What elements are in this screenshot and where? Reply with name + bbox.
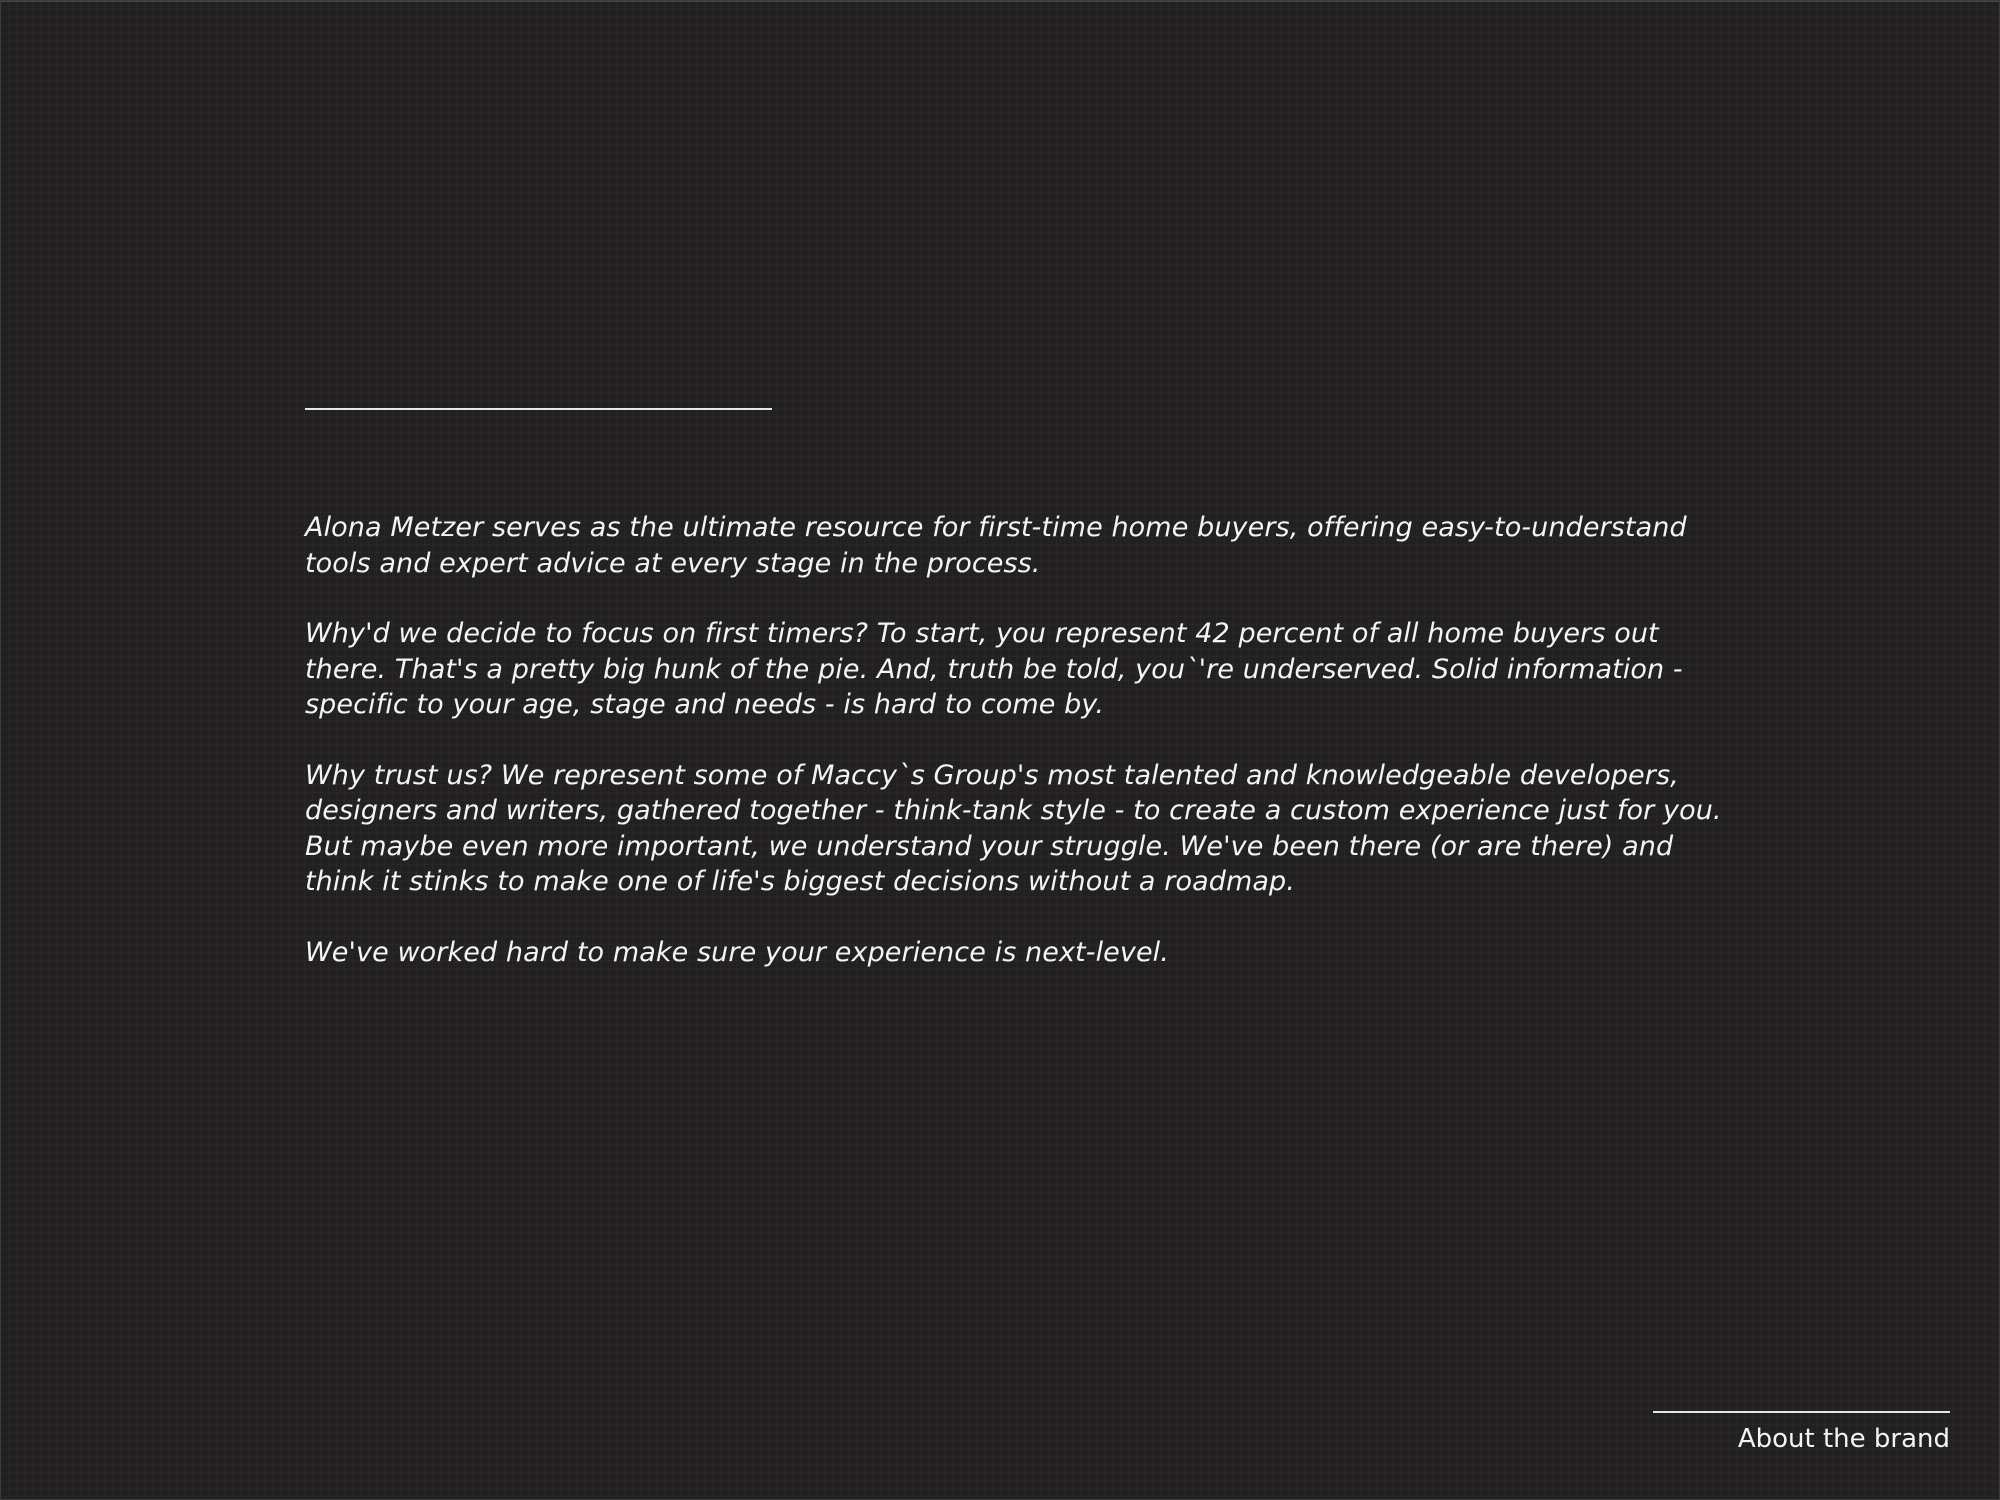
closing-paragraph: We've worked hard to make sure your experience is next-level. <box>305 936 1169 968</box>
footer-divider <box>1653 1411 1950 1413</box>
about-text-block <box>305 510 1725 1005</box>
section-divider <box>305 408 772 410</box>
intro-paragraph: Alona Metzer serves as the ultimate resource for first-time home buyers, offering easy-to-understand tools and expert advice at every stage in the process. <box>305 512 1687 579</box>
why-trust-us-paragraph: Why trust us? We represent some of Maccy`s Group's most talented and knowledgeable developers, designers and writers, gathered together - think-tank style - to create a custom experience just for you. But maybe even more important, we understand your struggle. We've been there (or are there) and think it stinks to make one of life's biggest decisions without a roadmap. <box>305 759 1722 897</box>
about-the-brand-link[interactable]: About the brand <box>1737 1424 1950 1454</box>
why-first-timers-paragraph: Why'd we decide to focus on first timers? To start, you represent 42 percent of all home buyers out there. That's a pretty big hunk of the pie. And, truth be told, you`'re underserved. Solid information - specific to your age, stage and needs - is hard to come by. <box>305 618 1683 720</box>
